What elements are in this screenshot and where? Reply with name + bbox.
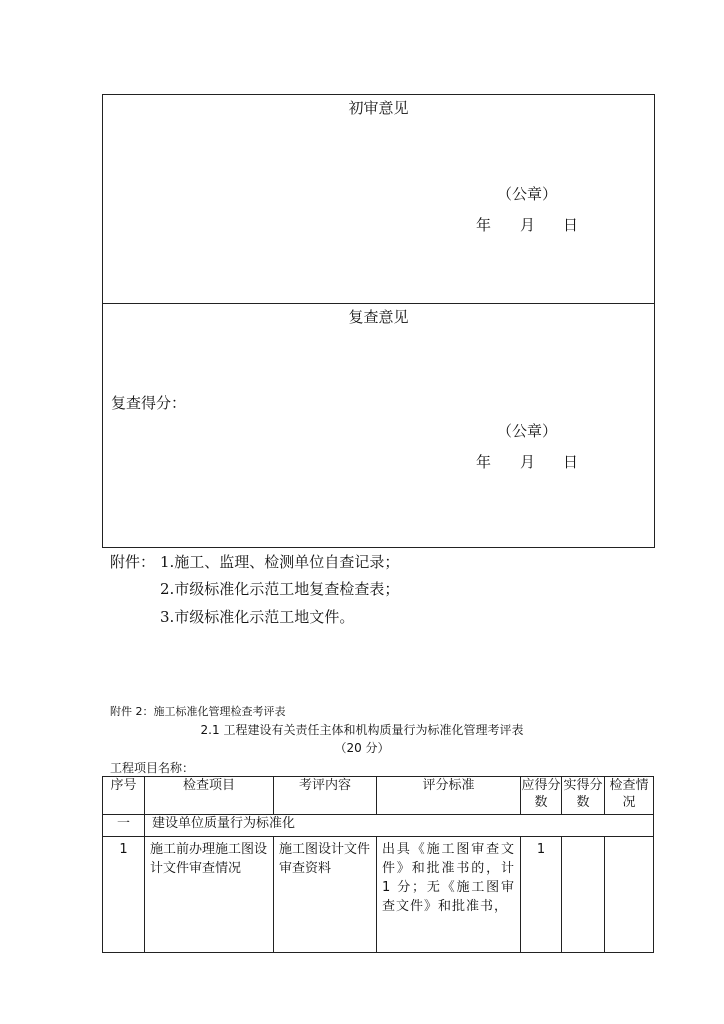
project-name-label: 工程项目名称： [110, 761, 195, 775]
section-number: 一 [103, 815, 145, 837]
row-criteria: 出具《施工图审查文件》和批准书的，计 1 分；无《施工图审查文件》和批准书， [382, 842, 515, 914]
recheck-review-month: 月 [520, 453, 536, 471]
appendix2-label: 附件 2：施工标准化管理检查考评表 [110, 705, 286, 718]
table-header-row [103, 777, 654, 815]
attachment-item-1: 1.施工、监理、检测单位自查记录； [160, 553, 400, 571]
header-should-score: 应得分数 [521, 777, 562, 815]
recheck-review-box [102, 303, 655, 548]
row-should-score: 1 [521, 837, 562, 953]
recheck-score-label: 复查得分： [111, 394, 187, 412]
header-status: 检查情况 [605, 777, 654, 815]
section-row [103, 815, 654, 837]
initial-review-seal: （公章） [497, 185, 558, 203]
initial-review-month: 月 [520, 216, 536, 234]
recheck-review-day: 日 [563, 453, 579, 471]
attachments-intro: 附件： [110, 553, 156, 571]
row-content-cell [274, 837, 377, 953]
score-table [102, 776, 654, 953]
section-title: 建设单位质量行为标准化 [145, 815, 654, 837]
row-actual-score[interactable] [562, 837, 605, 953]
header-actual-score: 实得分数 [562, 777, 605, 815]
row-status[interactable] [605, 837, 654, 953]
attachment-item-2: 2.市级标准化示范工地复查检查表； [160, 580, 400, 598]
recheck-review-year: 年 [476, 453, 492, 471]
header-no: 序号 [103, 777, 145, 815]
row-no: 1 [103, 837, 145, 953]
initial-review-day: 日 [563, 216, 579, 234]
row-item-cell [145, 837, 274, 953]
row-content: 施工图设计文件审查资料 [279, 842, 371, 876]
appendix2-table-title: 2.1 工程建设有关责任主体和机构质量行为标准化管理考评表 [200, 723, 524, 737]
header-criteria: 评分标准 [377, 777, 521, 815]
row-criteria-cell [377, 837, 521, 953]
header-content: 考评内容 [274, 777, 377, 815]
initial-review-year: 年 [476, 216, 492, 234]
attachment-item-3: 3.市级标准化示范工地文件。 [160, 608, 355, 626]
row-item: 施工前办理施工图设计文件审查情况 [150, 842, 268, 876]
initial-review-title: 初审意见 [348, 99, 409, 117]
initial-review-box [102, 94, 655, 304]
table-row [103, 837, 654, 953]
recheck-review-seal: （公章） [497, 422, 558, 440]
header-item: 检查项目 [145, 777, 274, 815]
appendix2-points: （20 分） [334, 741, 390, 755]
recheck-review-title: 复查意见 [348, 308, 409, 326]
